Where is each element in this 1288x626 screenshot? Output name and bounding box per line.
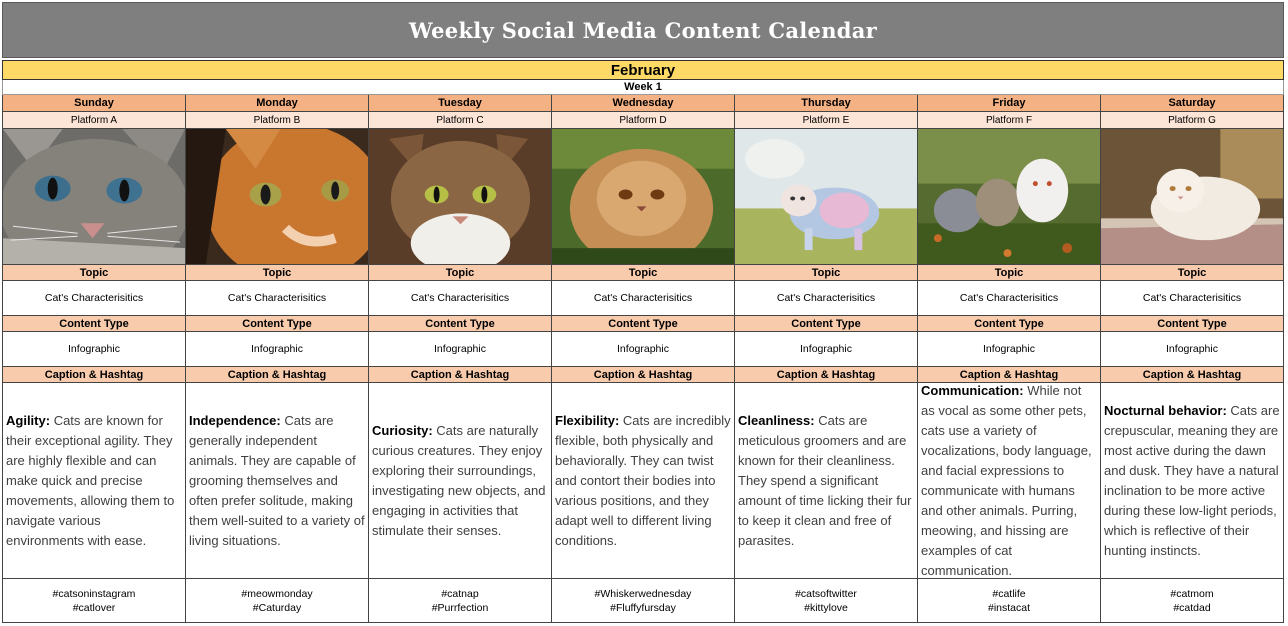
platform-cell[interactable]: Platform D xyxy=(552,112,735,129)
hashtag: #catmom xyxy=(1170,587,1214,600)
hashtag: #instacat xyxy=(987,601,1031,614)
content-type-label: Content Type xyxy=(1101,316,1284,332)
hashtag: #Fluffyfursday xyxy=(610,601,676,614)
persian-cat-on-grass-photo[interactable] xyxy=(552,129,735,265)
caption-cell[interactable] xyxy=(735,383,918,579)
orange-cat-photo[interactable] xyxy=(186,129,369,265)
month-label: February xyxy=(610,61,676,79)
topic-label: Topic xyxy=(552,265,735,281)
caption-title: Independence: xyxy=(189,412,281,428)
caption-title: Curiosity: xyxy=(372,422,433,438)
hashtag: #catsoftwitter xyxy=(795,587,857,600)
caption-cell[interactable] xyxy=(369,383,552,579)
caption-text: Cats are meticulous groomers and are known for their cleanliness. They spend a significant amount of time licking their fur to keep it clean and free of parasites. xyxy=(738,412,912,548)
calendar-sheet xyxy=(2,2,1284,623)
topic-label: Topic xyxy=(918,265,1101,281)
caption-text: Cats are known for their exceptional agility. They are highly flexible and can make quick and precise movements, allowing them to navigate various environments with ease. xyxy=(6,412,175,548)
topic-cell[interactable]: Cat's Characterisitics xyxy=(369,281,552,316)
platform-cell[interactable]: Platform C xyxy=(369,112,552,129)
hashtag-cell[interactable] xyxy=(735,579,918,623)
white-persian-cat-photo[interactable] xyxy=(1101,129,1284,265)
pastel-persian-cat-photo[interactable] xyxy=(735,129,918,265)
day-header-monday[interactable]: Monday xyxy=(186,95,369,112)
hashtag-cell[interactable] xyxy=(3,579,186,623)
caption-title: Cleanliness: xyxy=(738,412,815,428)
caption-text: Cats are incredibly flexible, both physically and behaviorally. They can twist and contort their bodies into various positions, and they adapt well to different living conditions. xyxy=(555,412,731,548)
hashtag-cell[interactable] xyxy=(918,579,1101,623)
hashtag: #catdad xyxy=(1173,601,1211,614)
topic-cell[interactable]: Cat's Characterisitics xyxy=(3,281,186,316)
caption-label: Caption & Hashtag xyxy=(735,367,918,383)
content-type-cell[interactable]: Infographic xyxy=(369,332,552,367)
tabby-white-cat-photo[interactable] xyxy=(369,129,552,265)
day-header-tuesday[interactable]: Tuesday xyxy=(369,95,552,112)
page-title: Weekly Social Media Content Calendar xyxy=(408,17,878,43)
content-type-cell[interactable]: Infographic xyxy=(918,332,1101,367)
hashtag: #Purrfection xyxy=(431,601,489,614)
hashtag: #catlife xyxy=(992,587,1026,600)
caption-label: Caption & Hashtag xyxy=(186,367,369,383)
topic-label: Topic xyxy=(369,265,552,281)
content-type-label: Content Type xyxy=(186,316,369,332)
platform-cell[interactable]: Platform A xyxy=(3,112,186,129)
topic-cell[interactable]: Cat's Characterisitics xyxy=(552,281,735,316)
content-type-label: Content Type xyxy=(3,316,186,332)
topic-label: Topic xyxy=(735,265,918,281)
caption-text: Cats are naturally curious creatures. They enjoy exploring their surroundings, investigating new objects, and engaging in activities that stimulate their senses. xyxy=(372,422,546,538)
content-type-cell[interactable]: Infographic xyxy=(3,332,186,367)
day-header-thursday[interactable]: Thursday xyxy=(735,95,918,112)
topic-cell[interactable]: Cat's Characterisitics xyxy=(918,281,1101,316)
hashtag: #catlover xyxy=(72,601,116,614)
caption-text: Cats are generally independent animals. They are capable of grooming themselves and often prefer solitude, making them well-suited to a variety of living situations. xyxy=(189,412,365,548)
hashtag-cell[interactable] xyxy=(369,579,552,623)
caption-text: Cats are crepuscular, meaning they are most active during the dawn and dusk. They have a natural inclination to be more active during these low-light periods, which is reflective of their hunting instincts. xyxy=(1104,402,1280,558)
platform-cell[interactable]: Platform G xyxy=(1101,112,1284,129)
hashtag: #Whiskerwednesday xyxy=(594,587,692,600)
gray-tabby-cat-photo[interactable] xyxy=(3,129,186,265)
content-type-cell[interactable]: Infographic xyxy=(552,332,735,367)
caption-label: Caption & Hashtag xyxy=(3,367,186,383)
hashtag: #catnap xyxy=(441,587,479,600)
content-type-label: Content Type xyxy=(552,316,735,332)
topic-cell[interactable]: Cat's Characterisitics xyxy=(186,281,369,316)
day-header-saturday[interactable]: Saturday xyxy=(1101,95,1284,112)
caption-label: Caption & Hashtag xyxy=(1101,367,1284,383)
topic-label: Topic xyxy=(1101,265,1284,281)
topic-cell[interactable]: Cat's Characterisitics xyxy=(735,281,918,316)
caption-label: Caption & Hashtag xyxy=(918,367,1101,383)
caption-cell[interactable] xyxy=(186,383,369,579)
caption-text: While not as vocal as some other pets, cats use a variety of vocalizations, body language, and facial expressions to communicate with humans and other animals. Purring, meowing, and hissing are examples of cat communication. xyxy=(921,383,1092,578)
title-banner xyxy=(2,2,1284,58)
hashtag: #Caturday xyxy=(252,601,302,614)
caption-label: Caption & Hashtag xyxy=(552,367,735,383)
day-header-friday[interactable]: Friday xyxy=(918,95,1101,112)
platform-cell[interactable]: Platform F xyxy=(918,112,1101,129)
week-header xyxy=(2,80,1284,95)
calendar-grid xyxy=(2,95,1284,623)
hashtag: #meowmonday xyxy=(241,587,313,600)
caption-title: Communication: xyxy=(921,383,1024,398)
topic-cell[interactable]: Cat's Characterisitics xyxy=(1101,281,1284,316)
content-type-label: Content Type xyxy=(369,316,552,332)
caption-cell[interactable] xyxy=(552,383,735,579)
topic-label: Topic xyxy=(3,265,186,281)
platform-cell[interactable]: Platform B xyxy=(186,112,369,129)
content-type-label: Content Type xyxy=(918,316,1101,332)
day-header-sunday[interactable]: Sunday xyxy=(3,95,186,112)
hashtag: #kittylove xyxy=(804,601,848,614)
content-type-cell[interactable]: Infographic xyxy=(186,332,369,367)
hashtag-cell[interactable] xyxy=(1101,579,1284,623)
hashtag-cell[interactable] xyxy=(552,579,735,623)
day-header-wednesday[interactable]: Wednesday xyxy=(552,95,735,112)
caption-label: Caption & Hashtag xyxy=(369,367,552,383)
caption-title: Flexibility: xyxy=(555,412,620,428)
caption-cell[interactable] xyxy=(1101,383,1284,579)
platform-cell[interactable]: Platform E xyxy=(735,112,918,129)
content-type-label: Content Type xyxy=(735,316,918,332)
caption-cell[interactable] xyxy=(918,383,1101,579)
month-header xyxy=(2,60,1284,80)
content-type-cell[interactable]: Infographic xyxy=(1101,332,1284,367)
topic-label: Topic xyxy=(186,265,369,281)
week-label: Week 1 xyxy=(624,81,662,93)
caption-title: Nocturnal behavior: xyxy=(1104,402,1227,418)
hashtag: #catsoninstagram xyxy=(52,587,136,600)
hashtag-cell[interactable] xyxy=(186,579,369,623)
content-type-cell[interactable]: Infographic xyxy=(735,332,918,367)
caption-cell[interactable] xyxy=(3,383,186,579)
three-persian-cats-photo[interactable] xyxy=(918,129,1101,265)
caption-title: Agility: xyxy=(6,412,51,428)
